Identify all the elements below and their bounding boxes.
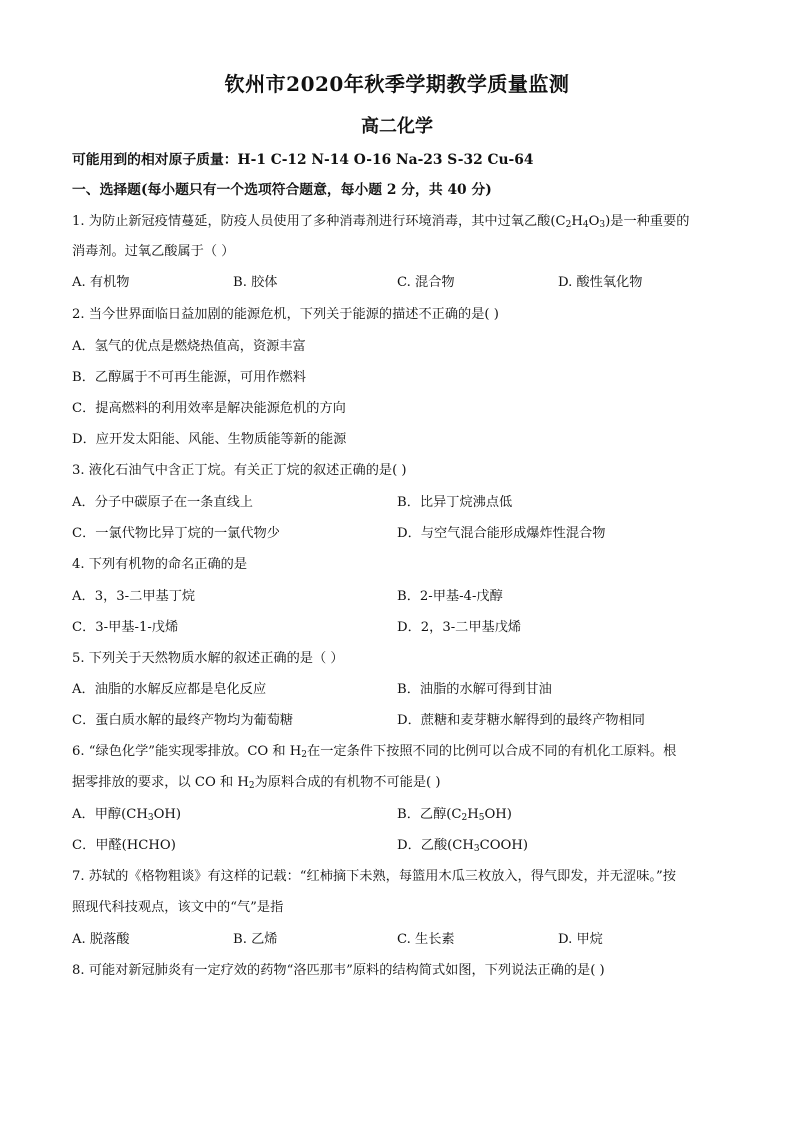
q3-option-d: D．与空气混合能形成爆炸性混合物	[397, 526, 606, 541]
q2-option-c: C．提高燃料的利用效率是解决能源危机的方向	[72, 401, 346, 416]
q5-option-d: D．蔗糖和麦芽糖水解得到的最终产物相同	[397, 713, 645, 728]
exam-subtitle: 高二化学	[361, 116, 433, 137]
q2-option-b: B．乙醇属于不可再生能源，可用作燃料	[72, 370, 306, 385]
q6-option-c: C．甲醛(HCHO)	[72, 838, 176, 853]
atomic-masses-line: 可能用到的相对原子质量：H-1 C-12 N-14 O-16 Na-23 S-32 Cu-64	[72, 152, 534, 168]
section-heading: 一、选择题(每小题只有一个选项符合题意，每小题 2 分，共 40 分)	[72, 182, 492, 198]
q1-option-b: B. 胶体	[233, 275, 278, 290]
q3-option-c: C．一氯代物比异丁烷的一氯代物少	[72, 526, 280, 541]
q4-stem: 4. 下列有机物的命名正确的是	[72, 557, 248, 572]
q1-stem-line1: 1. 为防止新冠疫情蔓延，防疫人员使用了多种消毒剂进行环境消毒，其中过氧乙酸$(C_2H_4O_3)$是一种重要的	[72, 214, 690, 230]
q1-option-c: C. 混合物	[397, 275, 455, 290]
q4-option-c: C．3-甲基-1-戊烯	[72, 620, 179, 635]
q2-option-d: D．应开发太阳能、风能、生物质能等新的能源	[72, 432, 347, 447]
exam-title: 钦州市2020年秋季学期教学质量监测	[224, 72, 570, 96]
q8-stem: 8. 可能对新冠肺炎有一定疗效的药物“洛匹那韦”原料的结构简式如图，下列说法正确的是( )	[72, 963, 605, 978]
q2-stem: 2. 当今世界面临日益加剧的能源危机，下列关于能源的描述不正确的是( )	[72, 307, 499, 322]
q7-option-b: B. 乙烯	[233, 932, 278, 947]
q5-option-b: B．油脂的水解可得到甘油	[397, 682, 552, 697]
q1-option-d: D. 酸性氧化物	[558, 275, 643, 290]
q4-option-d: D．2，3-二甲基戊烯	[397, 620, 522, 635]
q4-option-a: A．3，3-二甲基丁烷	[72, 589, 196, 604]
q7-option-d: D. 甲烷	[558, 932, 603, 947]
q7-option-a: A. 脱落酸	[72, 932, 130, 947]
q6-stem-line1: 6. “绿色化学”能实现零排放。CO 和 $H_2$在一定条件下按照不同的比例可以合成不同的有机化工原料。根	[72, 744, 677, 760]
q6-stem-line2: 据零排放的要求，以 CO 和 $H_2$为原料合成的有机物不可能是( )	[72, 775, 441, 791]
q5-option-a: A．油脂的水解反应都是皂化反应	[72, 682, 267, 697]
q3-option-b: B．比异丁烷沸点低	[397, 495, 513, 510]
q5-option-c: C．蛋白质水解的最终产物均为葡萄糖	[72, 713, 294, 728]
q7-option-c: C. 生长素	[397, 932, 455, 947]
q6-option-d: D．乙酸$(CH_3COOH)$	[397, 838, 528, 854]
q1-option-a: A. 有机物	[72, 275, 130, 290]
q7-stem-line1: 7. 苏轼的《格物粗谈》有这样的记载：“红柿摘下未熟，每篮用木瓜三枚放入，得气即发，并无涩味。”按	[72, 869, 676, 884]
q3-stem: 3. 液化石油气中含正丁烷。有关正丁烷的叙述正确的是( )	[72, 463, 407, 478]
q1-stem-line2: 消毒剂。过氧乙酸属于（ ）	[72, 244, 235, 259]
q2-option-a: A．氢气的优点是燃烧热值高，资源丰富	[72, 339, 306, 354]
q5-stem: 5. 下列关于天然物质水解的叙述正确的是（ ）	[72, 651, 344, 666]
q6-option-a: A．甲醇$(CH_3OH)$	[72, 807, 182, 823]
q7-stem-line2: 照现代科技观点，该文中的“气”是指	[72, 900, 284, 915]
q6-option-b: B．乙醇$(C_2H_5OH)$	[397, 807, 512, 823]
q4-option-b: B．2-甲基-4-戊醇	[397, 589, 503, 604]
q3-option-a: A．分子中碳原子在一条直线上	[72, 495, 253, 510]
